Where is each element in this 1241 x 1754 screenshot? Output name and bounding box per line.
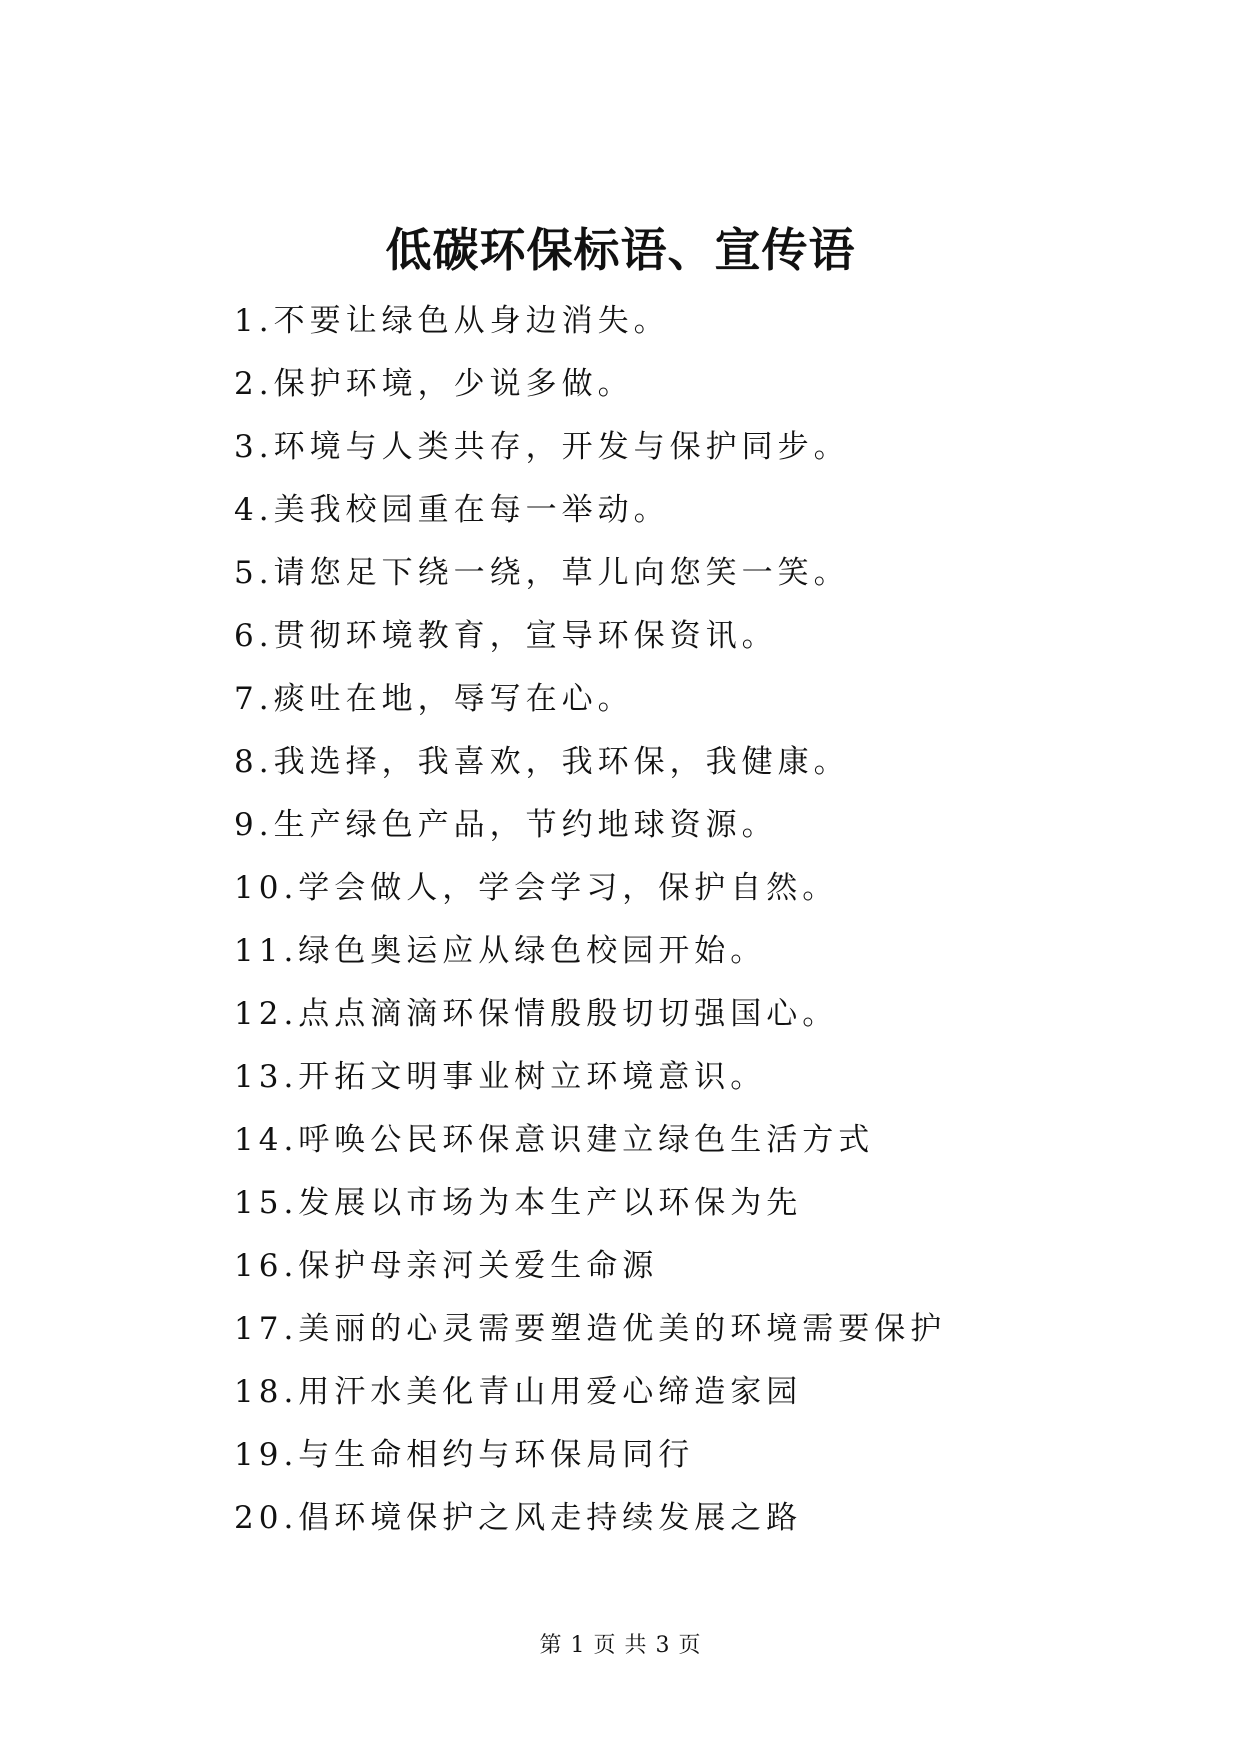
list-item: 14.呼唤公民环保意识建立绿色生活方式 <box>234 1122 875 1158</box>
list-item: 5.请您足下绕一绕，草儿向您笑一笑。 <box>234 555 850 591</box>
list-item: 19.与生命相约与环保局同行 <box>234 1437 695 1473</box>
list-item: 18.用汗水美化青山用爱心缔造家园 <box>234 1374 803 1410</box>
list-item: 4.美我校园重在每一举动。 <box>234 492 670 528</box>
list-item: 2.保护环境，少说多做。 <box>234 366 634 402</box>
list-item: 13.开拓文明事业树立环境意识。 <box>234 1059 767 1095</box>
list-item: 7.痰吐在地，辱写在心。 <box>234 681 634 717</box>
list-item: 15.发展以市场为本生产以环保为先 <box>234 1185 803 1221</box>
list-item: 1.不要让绿色从身边消失。 <box>234 303 670 339</box>
list-item: 11.绿色奥运应从绿色校园开始。 <box>234 933 767 969</box>
list-item: 12.点点滴滴环保情殷殷切切强国心。 <box>234 996 839 1032</box>
list-item: 8.我选择，我喜欢，我环保，我健康。 <box>234 744 850 780</box>
slogan-list <box>234 296 946 1556</box>
list-item: 3.环境与人类共存，开发与保护同步。 <box>234 429 850 465</box>
list-item: 10.学会做人，学会学习，保护自然。 <box>234 870 839 906</box>
list-item: 9.生产绿色产品，节约地球资源。 <box>234 807 778 843</box>
page-title: 低碳环保标语、宣传语 <box>385 223 856 277</box>
list-item: 17.美丽的心灵需要塑造优美的环境需要保护 <box>234 1311 947 1347</box>
list-item: 16.保护母亲河关爱生命源 <box>234 1248 659 1284</box>
list-item: 6.贯彻环境教育，宣导环保资讯。 <box>234 618 778 654</box>
list-item: 20.倡环境保护之风走持续发展之路 <box>234 1500 803 1536</box>
page-number-footer: 第 1 页 共 3 页 <box>539 1633 702 1658</box>
